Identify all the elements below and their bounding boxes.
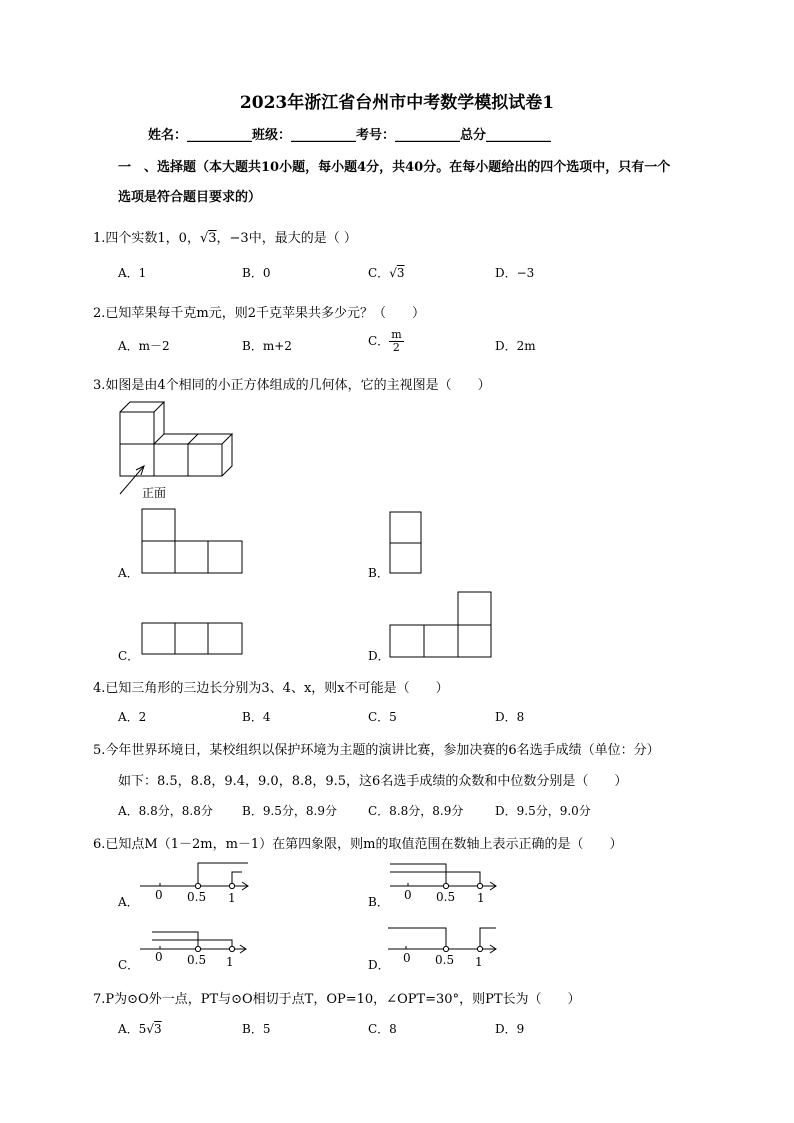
q5-option-d[interactable]: D．9.5分，9.0分 bbox=[495, 804, 591, 818]
page-title: 2023年浙江省台州市中考数学模拟试卷1 bbox=[239, 93, 555, 113]
q7-option-a-sqrt: 3 bbox=[153, 1022, 162, 1036]
sqrt-symbol: √ bbox=[146, 1022, 154, 1036]
q4-option-c[interactable]: C．5 bbox=[368, 710, 397, 724]
cube-solid-figure bbox=[110, 398, 250, 498]
fraction bbox=[389, 329, 403, 354]
question-6: 6.已知点M（1－2m，m－1）在第四象限，则m的取值范围在数轴上表示正确的是（ ） bbox=[93, 837, 623, 852]
section-heading-cont: 选项是符合题目要求的） bbox=[118, 190, 262, 205]
tick-label-1: 1 bbox=[226, 955, 234, 969]
sqrt-symbol: √ bbox=[389, 266, 397, 280]
section-heading: 一 、选择题（本大题共10小题，每小题4分，共40分。在每小题给出的四个选项中，只有一个 bbox=[118, 160, 671, 175]
tick-label-0.5: 0.5 bbox=[435, 953, 455, 967]
q5-option-b[interactable]: B．9.5分，8.9分 bbox=[242, 804, 337, 818]
q4-option-a[interactable]: A．2 bbox=[118, 710, 147, 724]
tick-label-0: 0 bbox=[404, 888, 412, 902]
question-3: 3.如图是由4个相同的小正方体组成的几何体，它的主视图是（ ） bbox=[93, 378, 491, 393]
tick-label-0.5: 0.5 bbox=[187, 953, 207, 967]
q1-stem-start: 1.四个实数 bbox=[93, 231, 158, 246]
q1-stem-end: ，−3中，最大的是（ ） bbox=[216, 231, 357, 246]
q2-option-c-prefix: C． bbox=[368, 334, 390, 348]
tick-label-1: 1 bbox=[228, 891, 236, 905]
fraction-numerator: m bbox=[391, 328, 402, 341]
q3-option-c-figure[interactable] bbox=[141, 622, 245, 656]
q4-option-b[interactable]: B．4 bbox=[242, 710, 271, 724]
q1-sqrt-value: 3 bbox=[208, 231, 217, 246]
student-info-line: 姓名：__________班级：__________考号：__________总分__________ bbox=[148, 128, 552, 143]
q1-option-c-prefix: C． bbox=[368, 266, 390, 280]
tick-label-0: 0 bbox=[403, 951, 411, 965]
q2-option-c[interactable] bbox=[368, 329, 404, 354]
q7-option-c[interactable]: C．8 bbox=[368, 1022, 397, 1036]
tick-label-0.5: 0.5 bbox=[436, 890, 456, 904]
q4-option-d[interactable]: D．8 bbox=[495, 710, 525, 724]
q5-option-a[interactable]: A．8.8分，8.8分 bbox=[118, 804, 213, 818]
tick-label-1: 1 bbox=[475, 955, 483, 969]
q1-option-c[interactable] bbox=[368, 264, 404, 281]
q6-option-c[interactable]: C． bbox=[118, 958, 140, 972]
q1-option-b[interactable]: B．0 bbox=[242, 266, 271, 280]
sqrt-symbol: √ bbox=[199, 231, 209, 246]
tick-label-1: 1 bbox=[477, 891, 485, 905]
q7-option-b[interactable]: B．5 bbox=[242, 1022, 271, 1036]
q3-option-b-figure[interactable] bbox=[389, 511, 423, 575]
question-2: 2.已知苹果每千克m元，则2千克苹果共多少元？（ ） bbox=[93, 306, 426, 321]
q5-option-c[interactable]: C．8.8分，8.9分 bbox=[368, 804, 464, 818]
fraction-denominator: 2 bbox=[392, 341, 400, 354]
q3-option-d-figure[interactable] bbox=[389, 591, 495, 659]
tick-label-0.5: 0.5 bbox=[187, 890, 207, 904]
q7-option-a[interactable] bbox=[118, 1020, 162, 1037]
q1-option-c-value: 3 bbox=[396, 266, 405, 280]
question-5: 5.今年世界环境日，某校组织以保护环境为主题的演讲比赛，参加决赛的6名选手成绩（单位：分） bbox=[93, 743, 660, 758]
question-7: 7.P为⊙O外一点，PT与⊙O相切于点T，OP=10，∠OPT=30°，则PT长为（ ） bbox=[93, 992, 581, 1007]
q3-option-a-figure[interactable] bbox=[141, 508, 245, 574]
q6-option-d[interactable]: D． bbox=[368, 958, 390, 972]
tick-label-0: 0 bbox=[155, 888, 163, 902]
q2-option-d[interactable]: D．2m bbox=[495, 339, 536, 353]
q1-numbers: 1，0， bbox=[157, 231, 200, 246]
q3-option-b[interactable]: B． bbox=[368, 566, 389, 580]
q1-option-d[interactable]: D．−3 bbox=[495, 266, 535, 280]
question-5-data: 如下：8.5，8.8，9.4，9.0，8.8，9.5，这6名选手成绩的众数和中位数分别是（ ） bbox=[118, 774, 628, 789]
q3-option-a[interactable]: A． bbox=[118, 566, 139, 580]
q1-option-a[interactable]: A．1 bbox=[118, 266, 147, 280]
tick-label-0: 0 bbox=[155, 950, 163, 964]
q2-option-b[interactable]: B．m+2 bbox=[242, 339, 292, 353]
q7-option-d[interactable]: D．9 bbox=[495, 1022, 525, 1036]
q6-option-a[interactable]: A． bbox=[118, 895, 139, 909]
front-view-label: 正面 bbox=[142, 486, 167, 500]
question-4: 4.已知三角形的三边长分别为3、4、x，则x不可能是（ ） bbox=[93, 681, 449, 696]
q3-option-c[interactable]: C． bbox=[118, 649, 140, 663]
q7-option-a-prefix: A．5 bbox=[118, 1022, 147, 1036]
q3-option-d[interactable]: D． bbox=[368, 649, 390, 663]
question-1 bbox=[93, 227, 357, 246]
q2-option-a[interactable]: A．m－2 bbox=[118, 339, 170, 353]
q6-option-b[interactable]: B． bbox=[368, 895, 389, 909]
